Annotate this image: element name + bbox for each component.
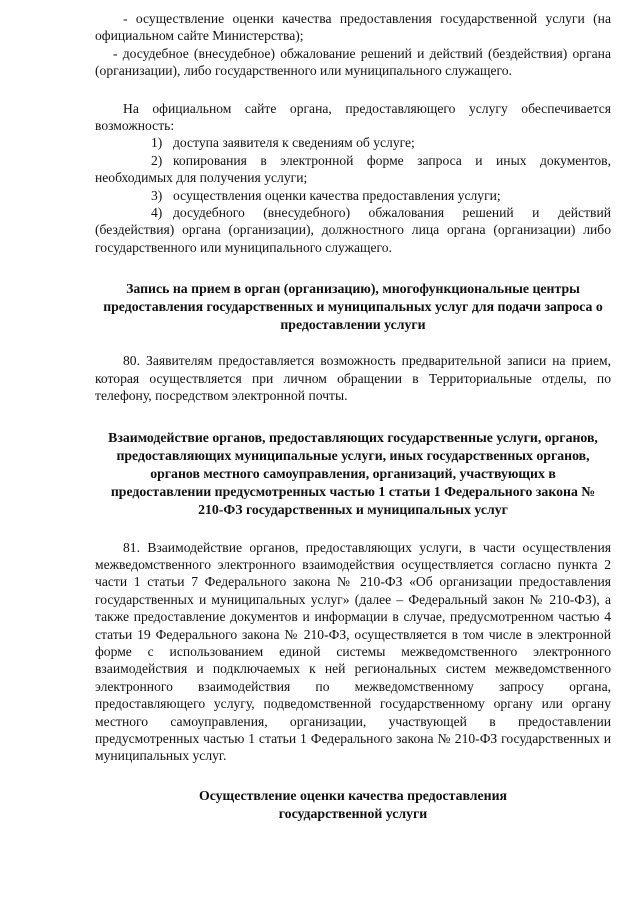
official-site-item-4 xyxy=(95,204,611,256)
paragraph-81: 81. Взаимодействие органов, предоставляющих услуги, в части осуществления межведомственного электронного взаимодействия осуществляется согласно пункта 2 части 1 статьи 7 Федерального закона № 210-ФЗ «Об организации предоставления государственных и муниципальных услуг» (далее – Федеральный закон № 210-ФЗ), а также предоставление документов и информации в случае, предусмотренном частью 4 статьи 19 Федерального закона № 210-ФЗ, осуществляется в том числе в электронной форме с использованием единой системы межведомственного электронного взаимодействия и подключаемых к ней региональных систем межведомственного электронного взаимодействия по межведомственному запросу органа, предоставляющего услугу, подведомственной государственному органу или органу местного самоуправления, организации, участвующей в предоставлении предусмотренных частью 1 статьи 1 Федерального закона № 210-ФЗ государственных и муниципальных услуг. xyxy=(95,539,611,764)
list-number: 4) xyxy=(151,205,163,221)
list-number: 3) xyxy=(151,187,163,203)
list-text: досудебного (внесудебного) обжалования решений и действий (бездействия) органа (организации), должностного лица органа (организации) либо государственного или муниципального служащего. xyxy=(95,205,611,255)
top-list-item-1: - осуществление оценки качества предоставления государственной услуги (на официальном сайте Министерства); xyxy=(95,11,611,44)
section-heading-quality: Осуществление оценки качества предоставления государственной услуги xyxy=(198,787,508,821)
official-site-item-3 xyxy=(95,187,611,204)
top-list-item-2: - досудебное (внесудебное) обжалование решений и действий (бездействия) органа (организации), либо государственного или муниципального служащего. xyxy=(95,45,611,79)
list-number: 2) xyxy=(151,152,163,168)
list-text: копирования в электронной форме запроса и иных документов, необходимых для получения услуги; xyxy=(95,152,611,186)
official-site-intro: На официальном сайте органа, предоставляющего услугу обеспечивается возможность: xyxy=(95,100,611,134)
official-site-item-2 xyxy=(95,152,611,187)
paragraph-80: 80. Заявителям предоставляется возможность предварительной записи на прием, которая осуществляется при личном обращении в Территориальные отделы, по телефону, посредством электронной почты. xyxy=(95,353,611,404)
section-heading-interaction: Взаимодействие органов, предоставляющих государственные услуги, органов, предоставляющих муниципальные услуги, иных государственных органов, органов местного самоуправления, организаций, участвующих в предоставлении предусмотренных частью 1 статьи 1 Федерального закона № 210-ФЗ государственных и муниципальных услуг xyxy=(108,429,598,517)
list-text: доступа заявителя к сведениям об услуге; xyxy=(173,135,415,151)
official-site-item-1 xyxy=(95,134,611,151)
list-text: осуществления оценки качества предоставления услуги; xyxy=(173,187,501,203)
section-heading-appointment: Запись на прием в орган (организацию), многофункциональные центры предоставления государственных и муниципальных услуг для подачи запроса о предоставлении услуги xyxy=(103,281,603,333)
list-number: 1) xyxy=(151,135,163,151)
